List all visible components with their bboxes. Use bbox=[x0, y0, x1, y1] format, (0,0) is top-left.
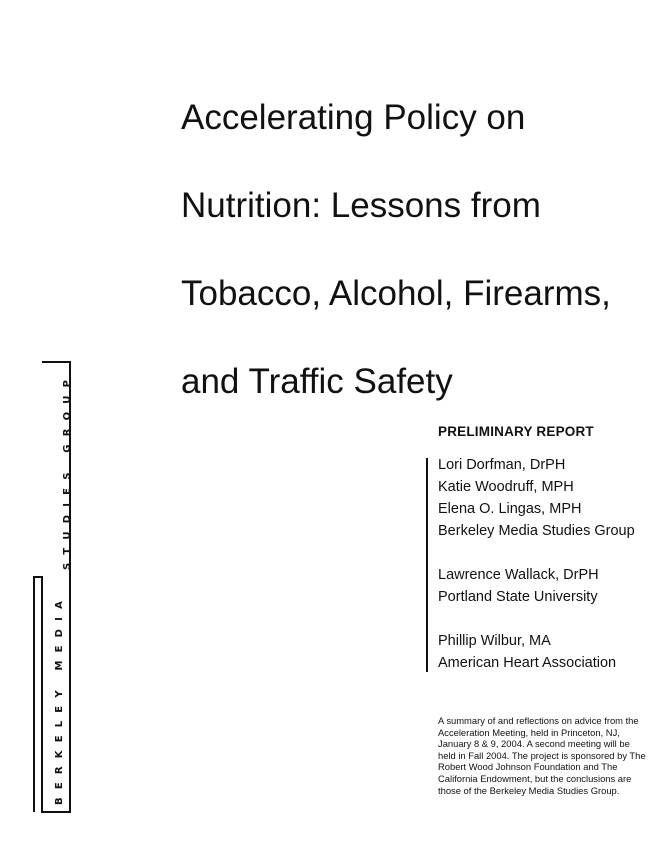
report-heading: PRELIMINARY REPORT bbox=[438, 424, 594, 439]
author-group-gap bbox=[438, 542, 635, 564]
author-line: Katie Woodruff, MPH bbox=[438, 479, 574, 495]
title-line: and Traffic Safety bbox=[181, 362, 453, 401]
author-line: Lawrence Wallack, DrPH bbox=[438, 567, 599, 583]
logo-text-berkeley-media: BERKELEY MEDIA bbox=[54, 592, 65, 805]
logo-text-studies-group: STUDIES GROUP bbox=[62, 371, 73, 570]
author-line: Elena O. Lingas, MPH bbox=[438, 501, 582, 517]
author-list bbox=[438, 454, 635, 674]
title-line: Accelerating Policy on bbox=[181, 98, 526, 137]
author-divider bbox=[426, 458, 428, 672]
title-line: Nutrition: Lessons from bbox=[181, 186, 541, 225]
author-affiliation: Portland State University bbox=[438, 589, 598, 605]
author-line: Phillip Wilbur, MA bbox=[438, 633, 551, 649]
author-group-gap bbox=[438, 608, 635, 630]
report-summary: A summary of and reflections on advice from the Acceleration Meeting, held in Princeton, NJ, January 8 & 9, 2004. A second meeting will be held in Fall 2004. The project is sponsored by The Robert Wood Johnson Foundation and The California Endowment, but the conclusions are those of the Berkeley Media Studies Group. bbox=[438, 715, 646, 796]
page-title bbox=[181, 74, 661, 426]
author-line: Lori Dorfman, DrPH bbox=[438, 457, 566, 473]
author-affiliation: American Heart Association bbox=[438, 655, 617, 671]
author-affiliation: Berkeley Media Studies Group bbox=[438, 523, 635, 539]
title-line: Tobacco, Alcohol, Firearms, bbox=[181, 274, 611, 313]
